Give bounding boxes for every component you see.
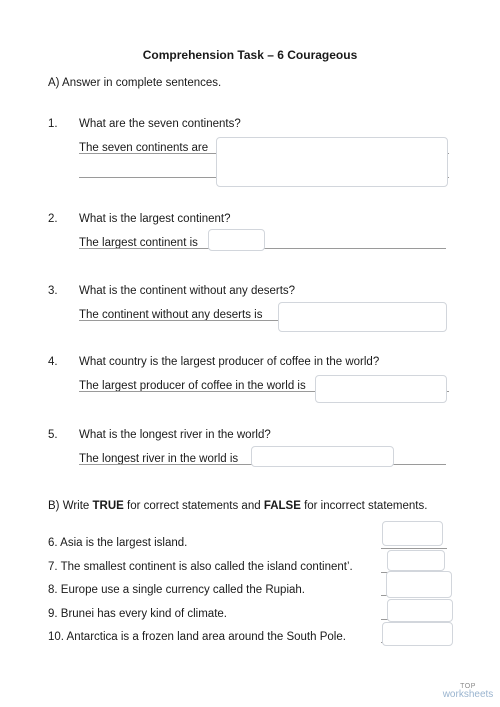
false-keyword: FALSE: [263, 500, 301, 512]
question-2-text: What is the largest continent?: [79, 213, 231, 225]
question-2-number: 2.: [48, 213, 58, 225]
answer-4-stem: The largest producer of coffee in the world is: [79, 380, 306, 392]
page-title: Comprehension Task – 6 Courageous: [142, 48, 358, 62]
answer-1-stem: The seven continents are: [79, 142, 209, 154]
statement-8-input[interactable]: [386, 571, 452, 598]
logo-brand-text: worksheets: [442, 689, 494, 700]
question-3-text: What is the continent without any deserts?: [79, 285, 296, 297]
question-5-text: What is the longest river in the world?: [79, 429, 271, 441]
statement-7: 7. The smallest continent is also called the island continent’.: [48, 561, 353, 573]
answer-1-input[interactable]: [216, 137, 448, 187]
logo-top-text: TOP: [460, 683, 476, 690]
topworksheets-logo: [438, 683, 498, 700]
section-b-instruction: [48, 500, 427, 512]
statement-6-input[interactable]: [382, 521, 443, 546]
question-1-number: 1.: [48, 118, 58, 130]
answer-3-input[interactable]: [278, 302, 447, 332]
statement-9: 9. Brunei has every kind of climate.: [48, 608, 227, 620]
question-3-number: 3.: [48, 285, 58, 297]
answer-2-input[interactable]: [208, 229, 265, 251]
section-a-instruction: A) Answer in complete sentences.: [48, 77, 222, 89]
statement-10: 10. Antarctica is a frozen land area around the South Pole.: [48, 631, 346, 643]
question-4-text: What country is the largest producer of coffee in the world?: [79, 356, 380, 368]
instruction-part: B) Write: [48, 500, 93, 512]
answer-3-stem: The continent without any deserts is: [79, 309, 263, 321]
true-keyword: TRUE: [92, 500, 124, 512]
instruction-part: for incorrect statements.: [300, 500, 428, 512]
statement-10-input[interactable]: [382, 622, 453, 646]
statement-6-line: [381, 548, 447, 549]
answer-4-input[interactable]: [315, 375, 447, 403]
question-5-number: 5.: [48, 429, 58, 441]
question-4-number: 4.: [48, 356, 58, 368]
statement-9-input[interactable]: [387, 599, 453, 622]
statement-8: 8. Europe use a single currency called the Rupiah.: [48, 584, 305, 596]
answer-2-stem: The largest continent is: [79, 237, 198, 249]
instruction-part: for correct statements and: [123, 500, 264, 512]
statement-6: 6. Asia is the largest island.: [48, 537, 188, 549]
answer-5-input[interactable]: [251, 446, 394, 467]
answer-5-stem: The longest river in the world is: [79, 453, 239, 465]
statement-7-input[interactable]: [387, 550, 445, 571]
question-1-text: What are the seven continents?: [79, 118, 241, 130]
